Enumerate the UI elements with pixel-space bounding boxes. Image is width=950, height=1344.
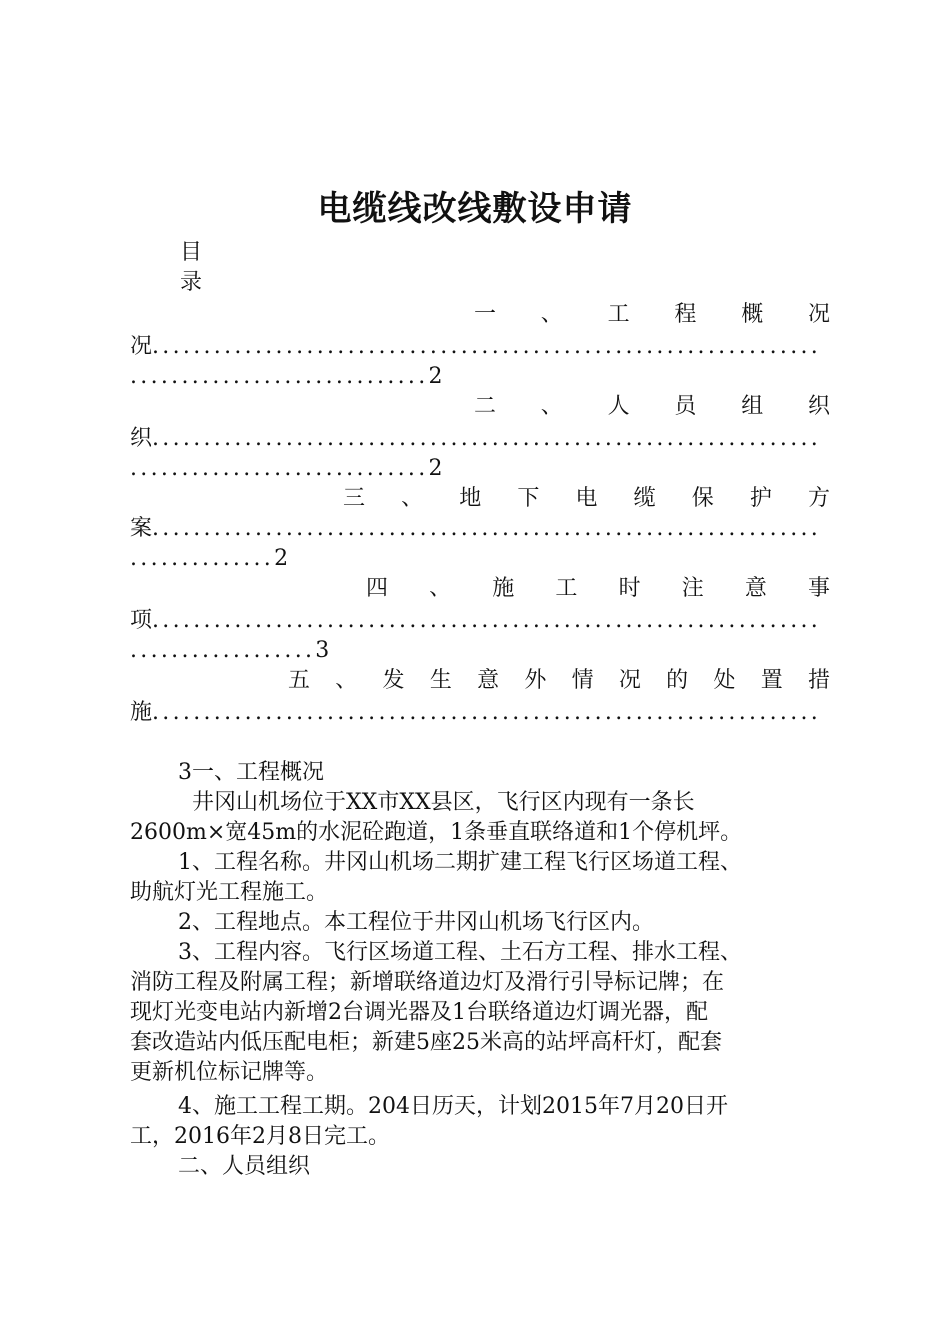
toc-entry-1-first: 况 (130, 334, 153, 359)
paragraph-5-line-2: 工，2016年2月8日完工。 (130, 1124, 390, 1149)
paragraph-4-line-3: 现灯光变电站内新增2台调光器及1台联络道边灯调光器，配 (130, 1000, 708, 1025)
toc-entry-3-page: 2 (274, 546, 289, 571)
paragraph-5-line-1: 4、施工工程工期。204日历天，计划2015年7月20日开 (178, 1094, 728, 1119)
toc-entry-1-page: 2 (428, 364, 443, 389)
toc-trailing-page: 3 (178, 760, 192, 785)
paragraph-4-line-5: 更新机位标记牌等。 (130, 1060, 329, 1085)
toc-heading-char-1: 目 (180, 240, 203, 265)
paragraph-4-line-2: 消防工程及附属工程；新增联络道边灯及滑行引导标记牌；在 (130, 970, 725, 995)
paragraph-2-line-2: 助航灯光工程施工。 (130, 880, 329, 905)
toc-entry-1-title[interactable]: 一、工程概况 (474, 302, 830, 327)
toc-entry-4-first: 项 (130, 608, 153, 633)
toc-entry-2-page: 2 (428, 456, 443, 481)
paragraph-4-line-1: 3、工程内容。飞行区场道工程、土石方工程、排水工程、 (178, 940, 742, 965)
toc-entry-3-first: 案 (130, 516, 153, 541)
toc-entry-2-title[interactable]: 二、人员组织 (474, 394, 830, 419)
toc-entry-3-title[interactable]: 三、地下电缆保护方 (343, 486, 830, 511)
toc-entry-1-leader: 况................................................................. (130, 334, 822, 359)
document-title: 电缆线改线敷设申请 (317, 189, 633, 229)
section-1-title: 一、工程概况 (192, 760, 325, 785)
toc-entry-3-leader: 案................................................................. (130, 516, 822, 541)
paragraph-4-line-4: 套改造站内低压配电柜；新建5座25米高的站坪高杆灯，配套 (130, 1030, 722, 1055)
paragraph-1-line-1: 井冈山机场位于XX市XX县区，飞行区内现有一条长 (192, 790, 695, 815)
toc-entry-4-leader-end: ..................3 (130, 638, 330, 663)
paragraph-1-line-2: 2600m×宽45m的水泥砼跑道，1条垂直联络道和1个停机坪。 (130, 820, 743, 845)
section-1-heading (178, 758, 878, 788)
paragraph-2-line-1: 1、工程名称。井冈山机场二期扩建工程飞行区场道工程、 (178, 850, 742, 875)
toc-entry-4-title[interactable]: 四、施工时注意事 (366, 576, 830, 601)
toc-entry-2-leader: 织................................................................. (130, 426, 822, 451)
toc-entry-2-first: 织 (130, 426, 153, 451)
section-2-heading: 二、人员组织 (178, 1154, 311, 1179)
toc-entry-2-leader-end: .............................2 (130, 456, 443, 481)
toc-entry-5-leader: 施................................................................. (130, 700, 822, 725)
toc-entry-4-leader: 项................................................................. (130, 608, 822, 633)
toc-entry-5-title[interactable]: 五、发生意外情况的处置措 (288, 668, 830, 693)
toc-entry-5-first: 施 (130, 700, 153, 725)
toc-entry-3-leader-end: ..............2 (130, 546, 289, 571)
toc-entry-1-leader-end: .............................2 (130, 364, 443, 389)
toc-entry-4-page: 3 (315, 638, 330, 663)
toc-heading-char-2: 录 (180, 270, 203, 295)
paragraph-3-line-1: 2、工程地点。本工程位于井冈山机场飞行区内。 (178, 910, 654, 935)
